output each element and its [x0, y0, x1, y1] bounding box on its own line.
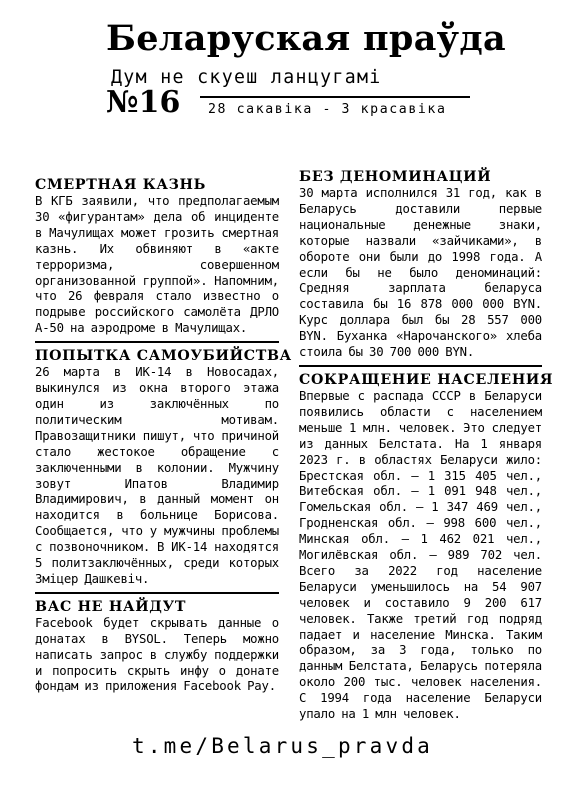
issue-number: №16 [106, 85, 181, 120]
telegram-channel-link[interactable]: t.me/Belarus_pravda [131, 734, 434, 758]
article-text: 26 марта в ИК-14 в Новосадах, выкинулся из окна второго этажа один из заключённых по политическим мотивам. Правозащитники пишут, что причиной стало жестокое обращение с заключенными в колонии. Мужчину зовут Ипатов Владимир Владимирович, в данный момент он находится в больнице Борисова. Сообщается, что у мужчины проблемы с позвоночником. В ИК-14 находятся 5 политзаключённых, среди которых Зміцер Дашкевіч. [35, 365, 279, 586]
article-population-decline [299, 371, 554, 723]
article-heading: ПОПЫТКА САМОУБИЙСТВА [35, 348, 292, 365]
masthead [0, 0, 565, 125]
right-column [299, 168, 554, 723]
article-death-penalty [35, 176, 279, 343]
article-text: Впервые с распада СССР в Беларуси появились области с населением меньше 1 млн. человек. Это следует из данных Белстата. На 1 января 2023 г. в областях Беларуси жило: Брестская обл. — 1 315 405 чел., Витебская обл. — 1 091 948 чел., Гомельская обл. — 1 347 469 чел., Гродненская обл. — 998 600 чел., Минская обл. — 1 462 021 чел., Могилёвская обл. — 989 702 чел. Всего за 2022 год население Беларуси уменьшилось на 54 907 человек и составило 9 200 617 человек. Также третий год подряд падает и население Минска. Таким образом, за 3 года, только по данным Белстата, Беларусь потеряла около 200 тыс. человек населения. С 1994 года население Беларуси упало на 1 млн человек. [299, 388, 542, 722]
issue-dates: 28 сакавіка - 3 красавіка [208, 102, 447, 117]
article-no-denominations [299, 168, 542, 367]
article-text: В КГБ заявили, что предполагаемым 30 «фигурантам» дела об инциденте в Мачулищах может грозить смертная казнь. Их обвиняют в «акте терроризма, совершенном организованной группой». Напомним, что 26 февраля стало известно о подрыве российского самолёта ДРЛО А-50 на аэродроме в Мачулищах. [35, 194, 279, 336]
article-you-wont-be-found [35, 598, 279, 696]
article-heading: ВАС НЕ НАЙДУТ [35, 598, 187, 615]
article-text: Facebook будет скрывать данные о донатах в BYSOL. Теперь можно написать запрос в службу поддержки и попросить скрыть инфу о донате фондам из приложения Facebook Pay. [35, 615, 279, 694]
article-heading: СМЕРТНАЯ КАЗНЬ [35, 177, 207, 193]
newspaper-slogan: Дум не скуеш ланцугамі [111, 67, 382, 88]
article-heading: БЕЗ ДЕНОМИНАЦИЙ [299, 169, 492, 185]
article-text: 30 марта исполнился 31 год, как в Беларусь доставили первые национальные денежные знаки, которые назвали «зайчиками», в обороте они были до 1998 года. А если бы не было деноминаций: Средняя зарплата беларуса составила бы 16 878 000 000 BYN. Курс доллара был бы 28 557 000 BYN. Буханка «Нарочанского» хлеба стоила бы 30 700 000 BYN. [299, 186, 542, 360]
left-column [35, 168, 292, 695]
article-suicide-attempt [35, 347, 292, 594]
newspaper-title: Беларуская праўда [106, 18, 506, 59]
dates-divider [200, 96, 470, 98]
article-heading: СОКРАЩЕНИЕ НАСЕЛЕНИЯ [299, 371, 554, 388]
